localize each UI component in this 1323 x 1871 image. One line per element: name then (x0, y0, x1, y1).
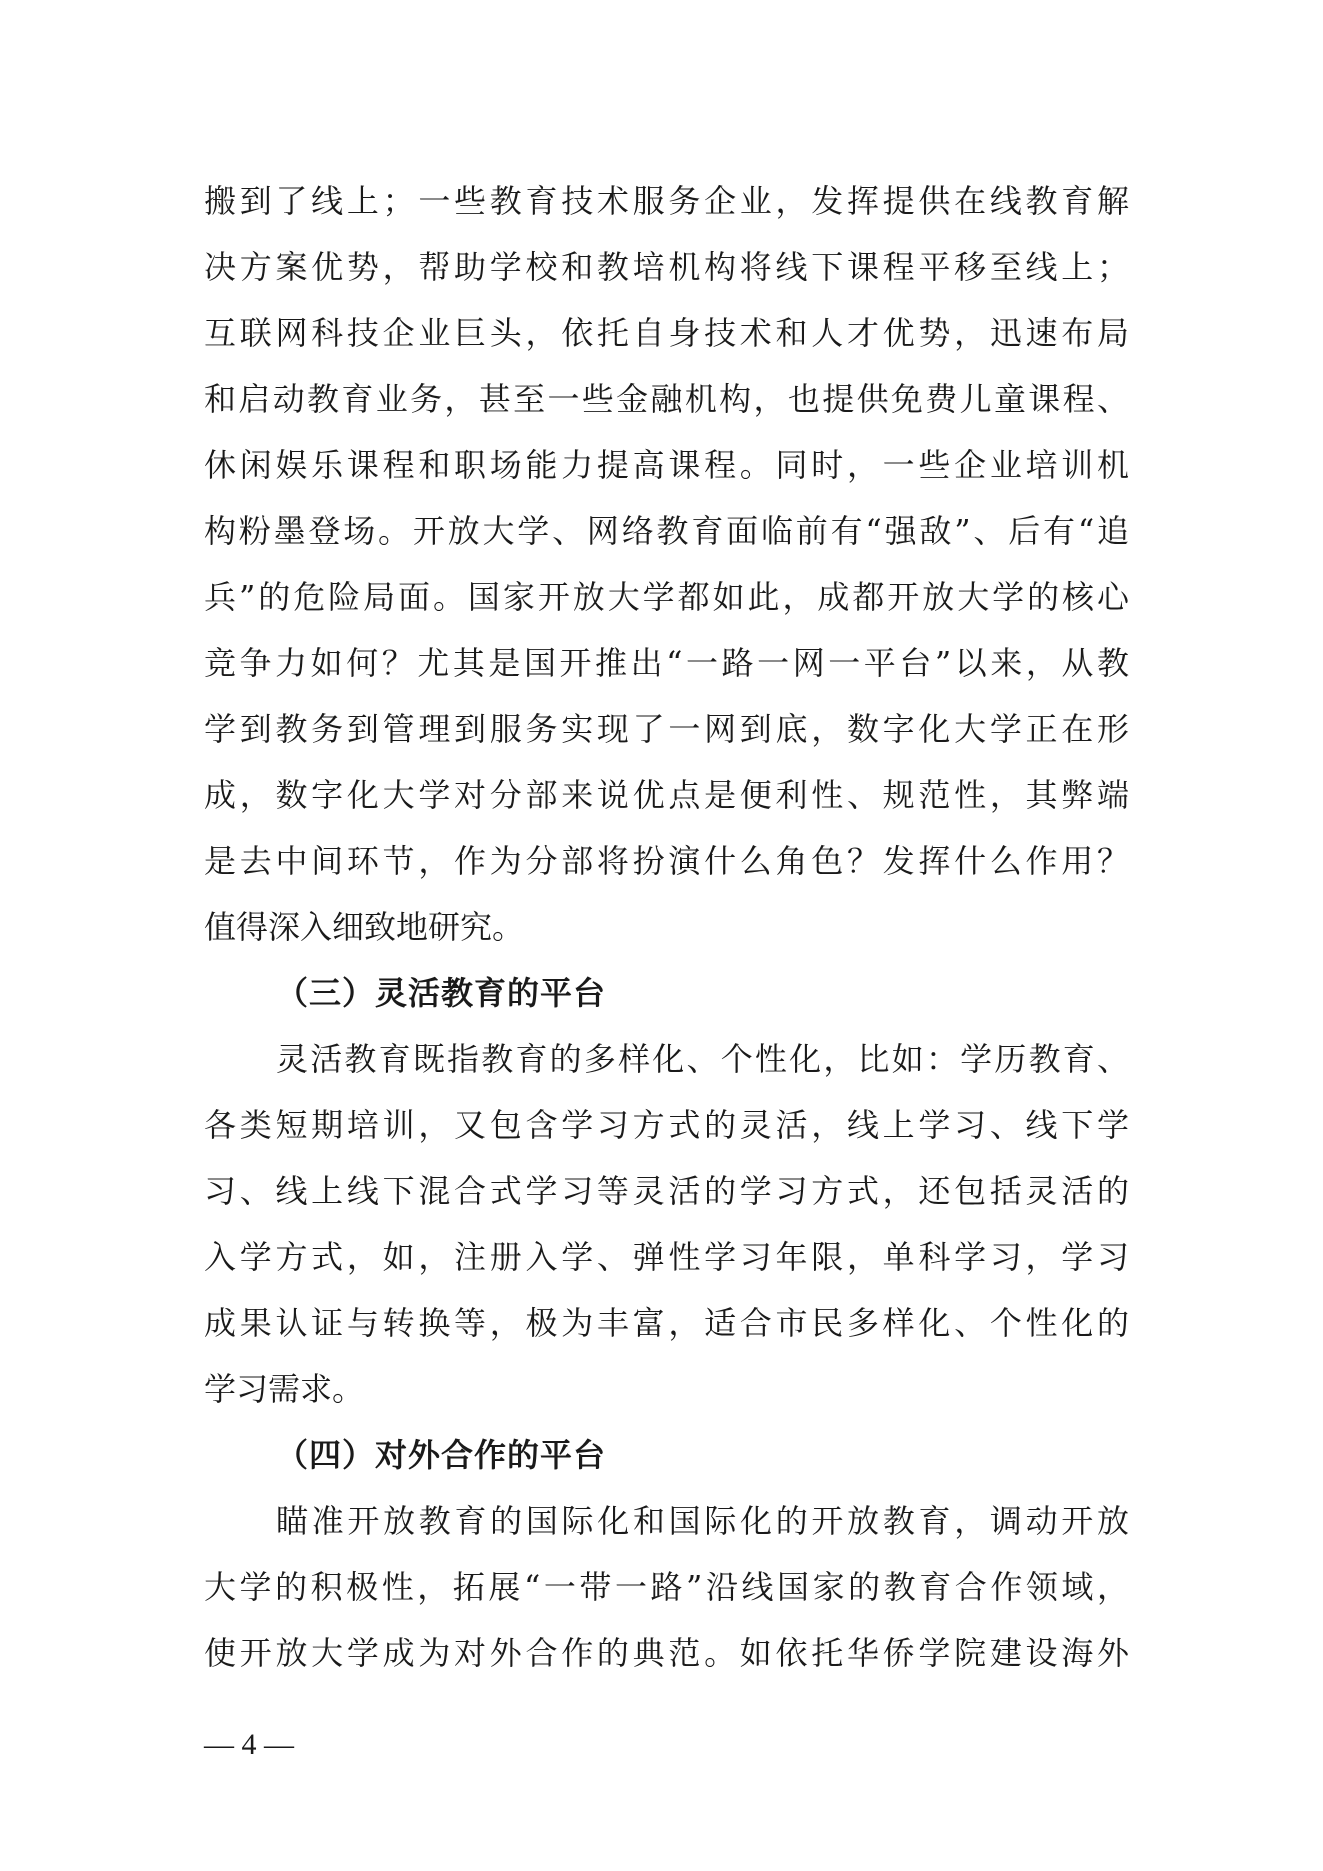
body-text-line: 竞争力如何？尤其是国开推出“一路一网一平台”以来，从教 (204, 644, 1129, 682)
body-text-line: 决方案优势，帮助学校和教培机构将线下课程平移至线上； (204, 248, 1129, 286)
body-text-line: 使开放大学成为对外合作的典范。如依托华侨学院建设海外 (204, 1634, 1129, 1672)
body-text-line: 是去中间环节，作为分部将扮演什么角色？发挥什么作用？ (204, 842, 1129, 880)
body-text-line: 各类短期培训，又包含学习方式的灵活，线上学习、线下学 (204, 1106, 1129, 1144)
section-heading-4: （四）对外合作的平台 (276, 1436, 607, 1474)
page-number: — 4 — (204, 1728, 294, 1761)
body-text-line: 构粉墨登场。开放大学、网络教育面临前有“强敌”、后有“追 (204, 512, 1129, 550)
body-text-line: 互联网科技企业巨头，依托自身技术和人才优势，迅速布局 (204, 314, 1129, 352)
body-text-line: 瞄准开放教育的国际化和国际化的开放教育，调动开放 (276, 1502, 1129, 1540)
body-text-line: 灵活教育既指教育的多样化、个性化，比如：学历教育、 (276, 1040, 1129, 1078)
body-text-line: 和启动教育业务，甚至一些金融机构，也提供免费儿童课程、 (204, 380, 1129, 418)
body-text-line: 习、线上线下混合式学习等灵活的学习方式，还包括灵活的 (204, 1172, 1129, 1210)
body-text-line: 休闲娱乐课程和职场能力提高课程。同时，一些企业培训机 (204, 446, 1129, 484)
section-heading-3: （三）灵活教育的平台 (276, 974, 607, 1012)
body-text-line: 值得深入细致地研究。 (204, 908, 525, 946)
body-text-line: 成，数字化大学对分部来说优点是便利性、规范性，其弊端 (204, 776, 1129, 814)
body-text-line: 兵”的危险局面。国家开放大学都如此，成都开放大学的核心 (204, 578, 1129, 616)
body-text-line: 学到教务到管理到服务实现了一网到底，数字化大学正在形 (204, 710, 1129, 748)
body-text-line: 成果认证与转换等，极为丰富，适合市民多样化、个性化的 (204, 1304, 1129, 1342)
body-text-line: 入学方式，如，注册入学、弹性学习年限，单科学习，学习 (204, 1238, 1129, 1276)
body-text-line: 大学的积极性，拓展“一带一路”沿线国家的教育合作领域， (204, 1568, 1129, 1606)
body-text-line: 搬到了线上；一些教育技术服务企业，发挥提供在线教育解 (204, 182, 1129, 220)
body-text-line: 学习需求。 (204, 1370, 365, 1408)
